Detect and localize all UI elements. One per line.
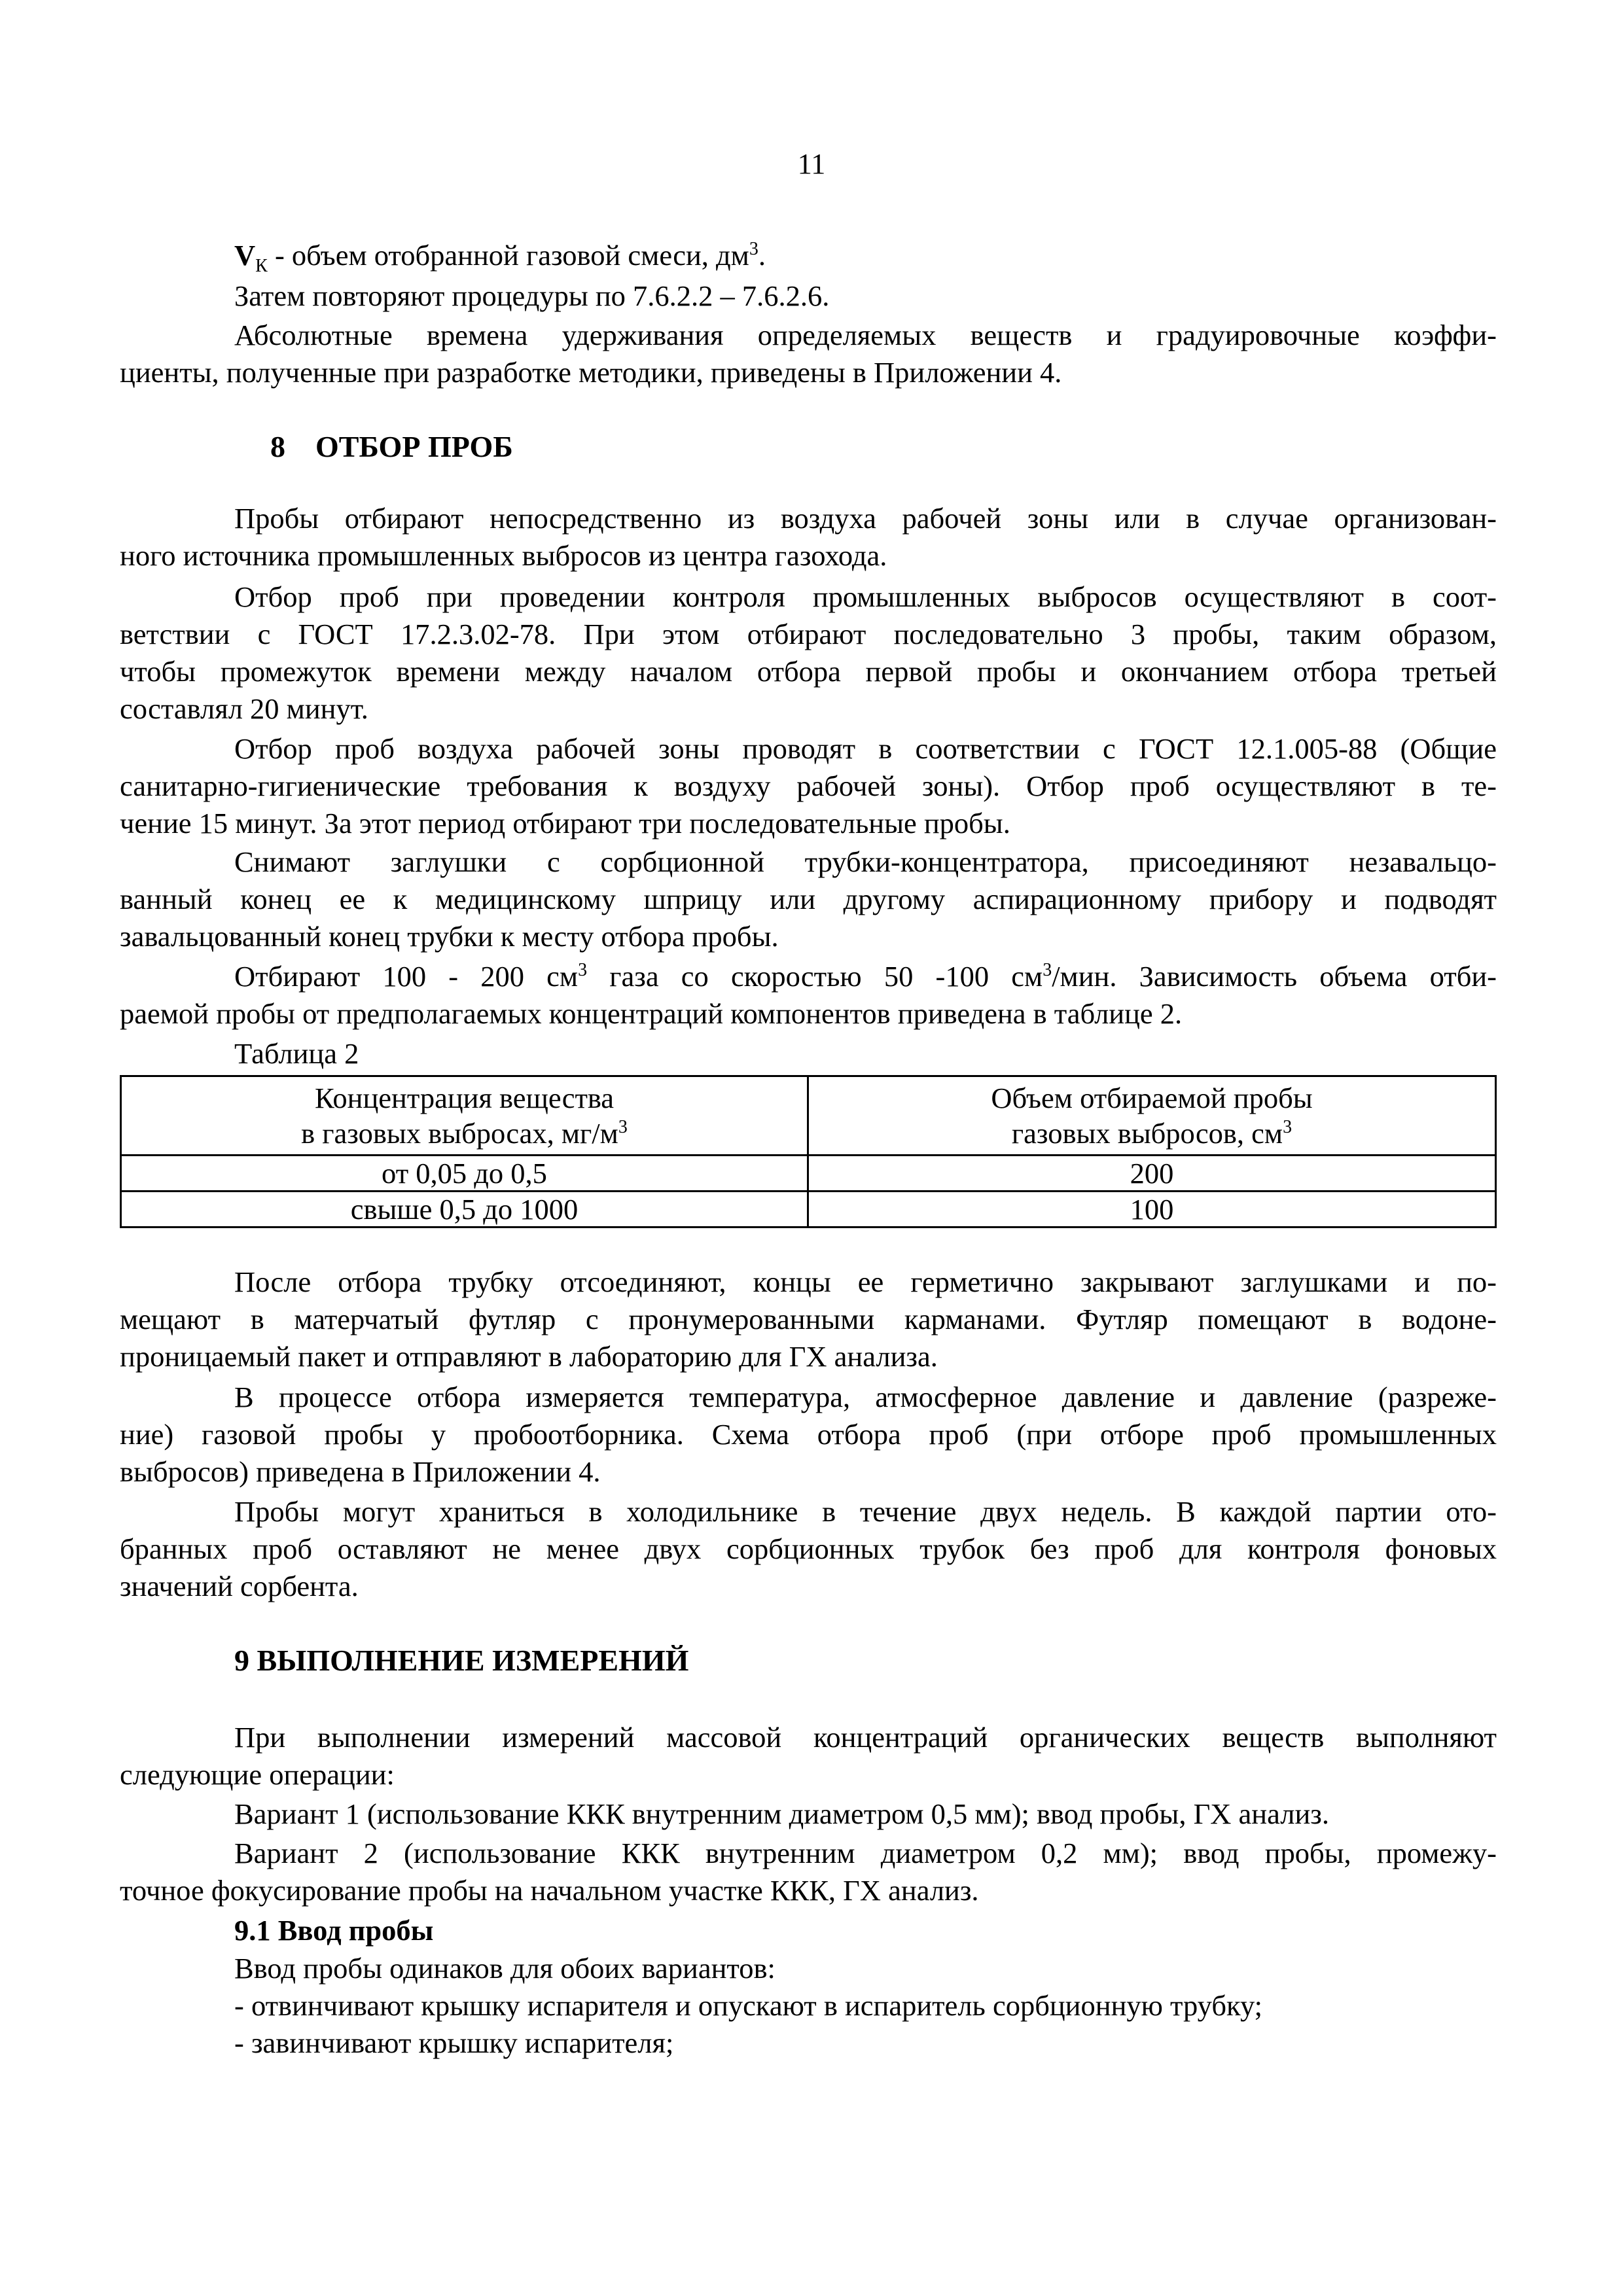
header-concentration: Концентрация вещества в газовых выбросах, $мг/м^3$: [121, 1076, 808, 1156]
cell-volume: 100: [808, 1192, 1496, 1227]
vk-symbol: V: [234, 239, 256, 272]
table-row: [121, 1156, 1496, 1192]
repeat-procedures: Затем повторяют процедуры по 7.6.2.2 – 7.6.2.6.: [234, 279, 830, 312]
section-9-intro: При выполнении измерений массовой концентраций органических веществ выполняют следующие операции:: [120, 1721, 1497, 1791]
section-8-paragraph-1: Пробы отбирают непосредственно из воздуха рабочей зоны или в случае организован- ного источника промышленных выбросов из центра газохода.: [120, 502, 1497, 572]
vk-text: - объем отобранной газовой смеси, дм: [267, 239, 749, 272]
vk-subscript: К: [255, 255, 268, 276]
after-table-paragraph-2: В процессе отбора измеряется температура, атмосферное давление и давление (разреже- ние) газовой пробы у пробоотборника. Схема отбора проб (при отборе проб промышленных выбросов) приведена в Приложении 4.: [120, 1381, 1497, 1488]
table-row: [121, 1192, 1496, 1227]
absolute-times-paragraph: Абсолютные времена удерживания определяемых веществ и градуировочные коэффи- циенты, полученные при разработке методики, приведены в Приложении 4.: [120, 319, 1497, 389]
after-table-paragraph-3: Пробы могут храниться в холодильнике в течение двух недель. В каждой партии ото- бранных проб оставляют не менее двух сорбционных трубок без проб для контроля фоновых значений сорбента.: [120, 1495, 1497, 1602]
page-number: 11: [797, 147, 826, 180]
section-8-paragraph-3: Отбор проб воздуха рабочей зоны проводят в соответствии с ГОСТ 12.1.005-88 (Общие санитарно-гигиенические требования к воздуху рабочей зоны). Отбор проб осуществляют в те- чение 15 минут. За этот период отбирают три последовательные пробы.: [120, 732, 1497, 839]
section-8-paragraph-4: Снимают заглушки с сорбционной трубки-концентратора, присоединяют незавальцо- ванный конец ее к медицинскому шприцу или другому аспирационному прибору и подводят завальцованный конец трубки к месту отбора пробы.: [120, 845, 1497, 953]
table-2-caption: Таблица 2: [234, 1037, 359, 1070]
section-8-paragraph-2: Отбор проб при проведении контроля промышленных выбросов осуществляют в соот- ветствии с ГОСТ 17.2.3.02-78. При этом отбирают последовательно 3 пробы, таким образом, чтобы промежуток времени между началом отбора первой пробы и окончанием отбора третьей составлял 20 минут.: [120, 580, 1497, 725]
cell-concentration: от 0,05 до 0,5: [121, 1156, 808, 1192]
table-2: [120, 1075, 1497, 1228]
cell-volume: 200: [808, 1156, 1496, 1192]
list-item: - отвинчивают крышку испарителя и опускают в испаритель сорбционную трубку;: [234, 1989, 1262, 2022]
after-table-paragraph-1: После отбора трубку отсоединяют, концы ее герметично закрывают заглушками и по- мещают в матерчатый футляр с пронумерованными карманами. Футляр помещают в водоне- проницаемый пакет и отправляют в лабораторию для ГХ анализа.: [120, 1265, 1497, 1373]
table-header-row: [121, 1076, 1496, 1156]
section-8-heading: 8 ОТБОР ПРОБ: [270, 430, 513, 463]
sample-intro-steps: Ввод пробы одинаков для обоих вариантов: - отвинчивают крышку испарителя и опускают в испаритель сорбционную трубку; - завинчивают крышку испарителя;: [120, 1954, 1497, 2066]
variant-2: Вариант 2 (использование ККК внутренним диаметром 0,2 мм); ввод пробы, промежу- точное фокусирование пробы на начальном участке ККК, ГХ анализ.: [120, 1837, 1497, 1907]
header-volume: Объем отбираемой пробы газовых выбросов, $см^3$: [808, 1076, 1496, 1156]
cell-concentration: свыше 0,5 до 1000: [121, 1192, 808, 1227]
variant-1: Вариант 1 (использование ККК внутренним диаметром 0,5 мм); ввод пробы, ГХ анализ.: [234, 1797, 1329, 1830]
subsection-9-1-heading: 9.1 Ввод пробы: [234, 1914, 434, 1947]
vk-superscript: 3: [749, 239, 758, 260]
section-9-heading: 9 ВЫПОЛНЕНИЕ ИЗМЕРЕНИЙ: [234, 1644, 689, 1677]
vk-definition: $V_К$ - объем отобранной газовой смеси, $дм^3$.: [234, 239, 766, 276]
section-8-paragraph-5: Отбирают 100 - 200 $см^3$ газа со скоростью 50 -100 $см^3$/мин. Зависимость объема отби- раемой пробы от предполагаемых концентраций компонентов приведена в таблице 2.: [120, 960, 1497, 1030]
list-item: - завинчивают крышку испарителя;: [234, 2026, 674, 2059]
